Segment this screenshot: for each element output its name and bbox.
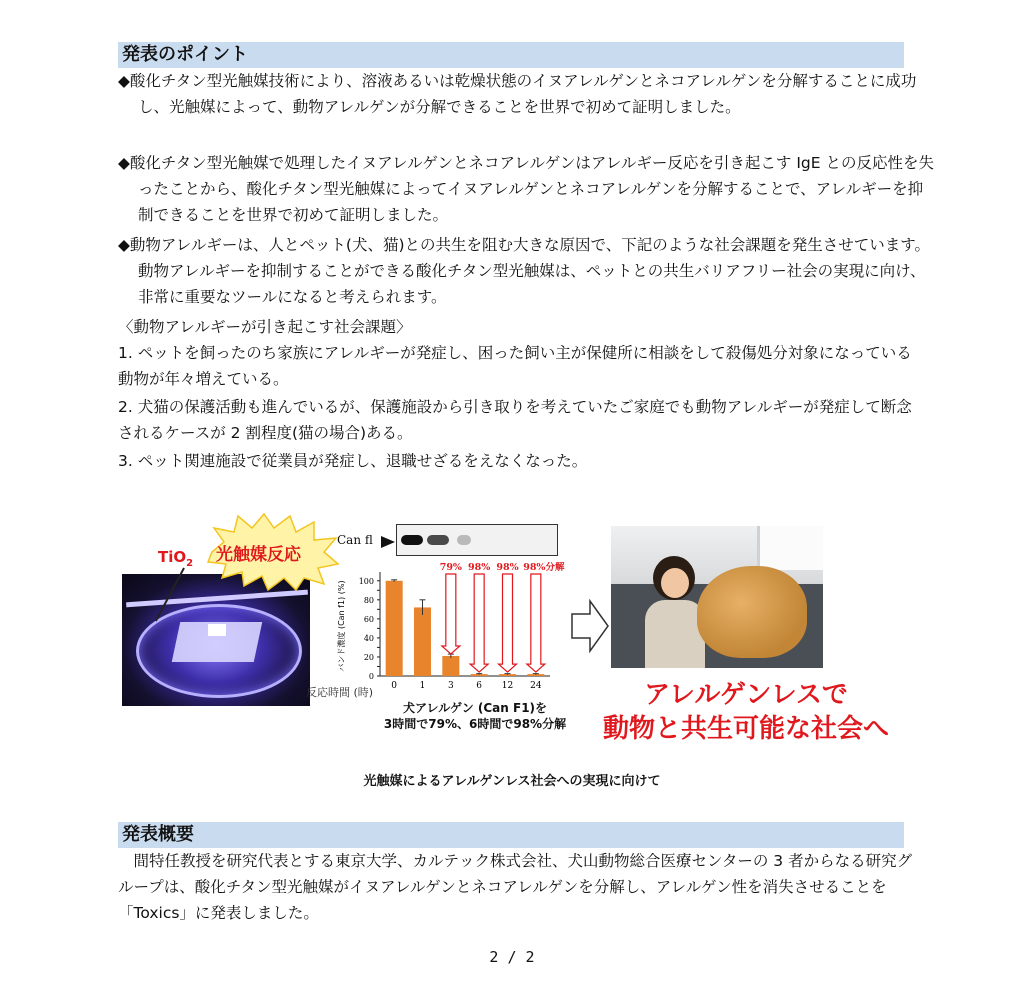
decrease-arrow-icon [527,574,545,672]
x-tick-label: 0 [391,681,398,688]
bar-annotation: 98% [496,562,519,573]
y-tick-label: 60 [363,614,374,624]
y-tick-label: 80 [363,595,374,605]
subheading-social-issues: 〈動物アレルギーが引き起こす社会課題〉 [118,318,412,336]
x-tick-label: 1 [419,681,426,688]
bar [386,581,403,676]
blot-label: Can fl [337,533,373,547]
slogan-line2: 動物と共生可能な社会へ [602,714,889,744]
western-blot [396,524,558,556]
bar-annotation: 79% [439,562,462,573]
allergen-bar-chart [330,562,580,688]
figure-caption: 光触媒によるアレルゲンレス社会への実現に向けて [363,774,661,789]
overview-body: 間特任教授を研究代表とする東京大学、カルテック株式会社、犬山動物総合医療センターの 3 者からなる研究グループは、酸化チタン型光触媒がイヌアレルゲンとネコアレルゲンを分解し、アレルゲン性を消失させることを「Toxics」に発表しました。 [118,852,913,922]
issue-item-3: 3. ペット関連施設で従業員が発症し、退職せざるをえなくなった。 [118,452,588,470]
section-title-overview: 発表概要 [118,822,904,848]
issue-item-2: 2. 犬猫の保護活動も進んでいるが、保護施設から引き取りを考えていたご家庭でも動物アレルギーが発症して断念されるケースが 2 割程度(猫の場合)ある。 [118,398,912,442]
y-tick-label: 40 [363,633,374,643]
slogan-line1: アレルゲンレスで [644,680,848,710]
decrease-arrow-icon [442,574,460,654]
x-tick-label: 12 [501,681,514,688]
y-tick-label: 20 [363,652,374,662]
decrease-arrow-icon [470,574,488,672]
chart-caption-line2: 3時間で79%、6時間で98%分解 [383,717,567,731]
photocatalyst-reaction-label: 光触媒反応 [216,545,301,565]
y-tick-label: 0 [368,672,374,681]
decrease-arrow-icon [499,574,517,672]
page-number: 2 / 2 [489,948,535,966]
x-tick-label: 24 [530,681,542,688]
right-arrow-icon [570,598,610,654]
x-tick-label: 6 [476,681,483,688]
bar [414,607,431,676]
bullet-point-1: ◆酸化チタン型光触媒技術により、溶液あるいは乾燥状態のイヌアレルゲンとネコアレルゲンを分解することに成功し、光触媒によって、動物アレルゲンが分解できることを世界で初めて証明しました。 [118,72,917,116]
boy-and-dog-photo [611,526,823,668]
chart-caption [380,700,570,732]
reaction-time-label: 反応時間 (時) [306,686,374,699]
y-axis-label: バンド濃度 (Can f1) (%) [337,580,346,672]
chart-caption-line1: 犬アレルゲン (Can F1)を [402,701,548,715]
tio2-label: TiO$_2$ [158,548,194,569]
photocatalyst-photo [122,574,310,706]
x-tick-label: 3 [447,681,454,688]
bullet-point-3: ◆動物アレルギーは、人とペット(犬、猫)との共生を阻む大きな原因で、下記のような社会課題を発生させています。動物アレルギーを抑制することができる酸化チタン型光触媒は、ペットとの共生バリアフリー社会の実現に向け、非常に重要なツールになると考えられます。 [118,236,930,306]
bar [442,656,459,676]
issue-item-1: 1. ペットを飼ったのち家族にアレルギーが発症し、困った飼い主が保健所に相談をして殺傷処分対象になっている動物が年々増えている。 [118,344,912,388]
blot-arrow-icon [381,536,395,548]
bullet-point-2: ◆酸化チタン型光触媒で処理したイヌアレルゲンとネコアレルゲンはアレルギー反応を引き起こす IgE との反応性を失ったことから、酸化チタン型光触媒によってイヌアレルゲンとネコアレルゲンを分解することで、アレルギーを抑制できることを世界で初めて証明しました。 [118,154,934,224]
bar-annotation: 98% [468,562,491,573]
y-tick-label: 100 [358,576,374,586]
bar-annotation: 98%分解 [523,562,565,573]
section-title-points: 発表のポイント [118,42,904,68]
